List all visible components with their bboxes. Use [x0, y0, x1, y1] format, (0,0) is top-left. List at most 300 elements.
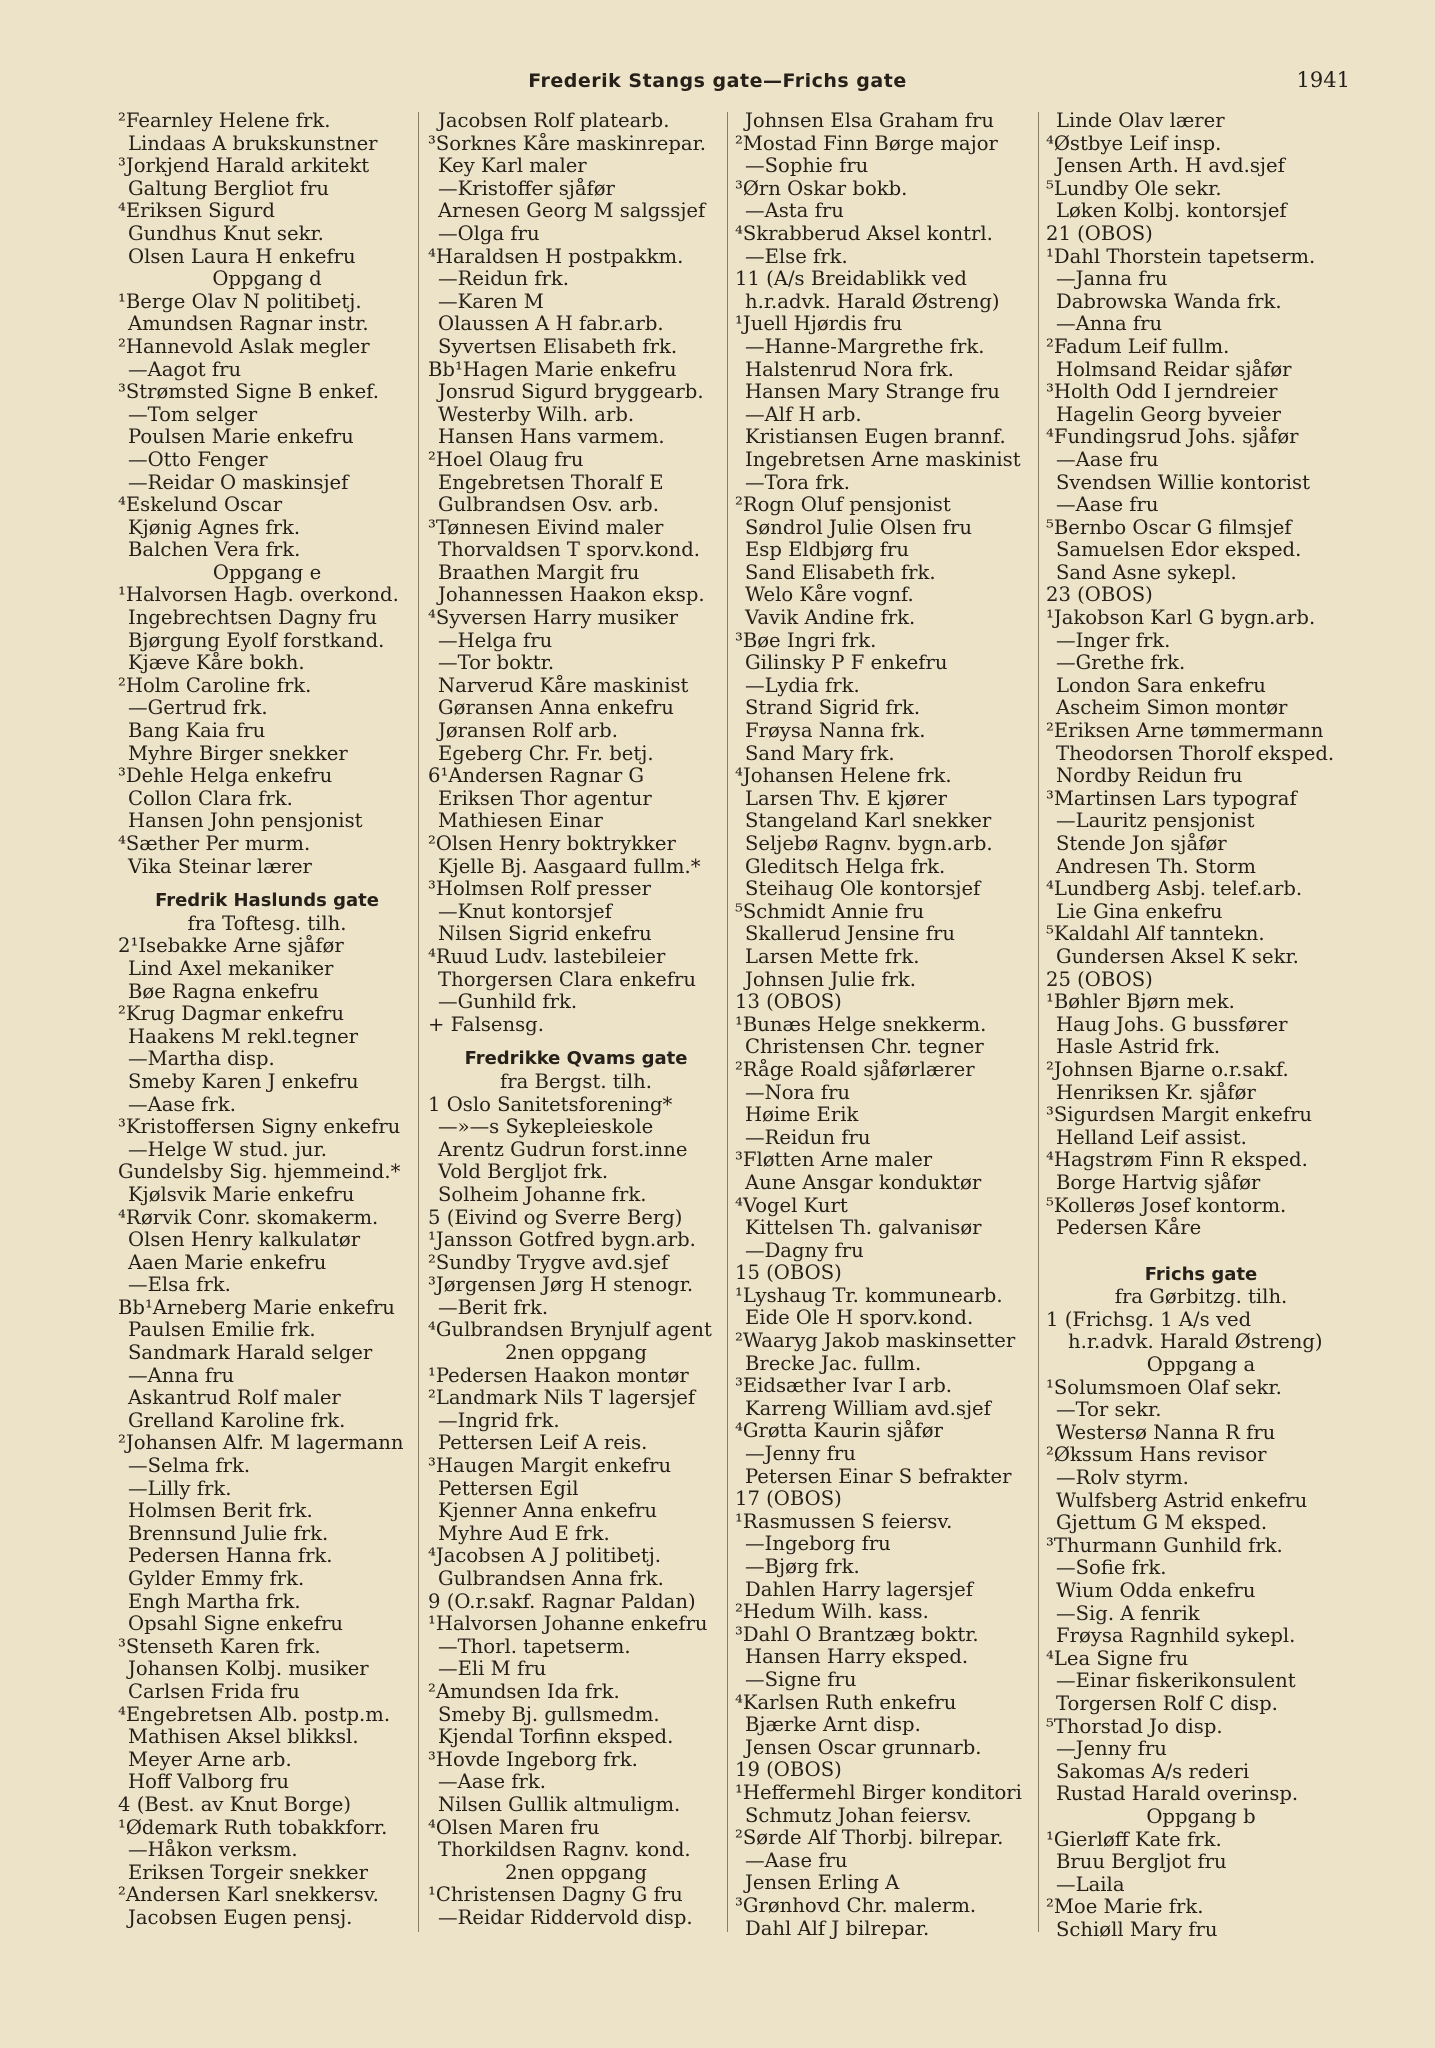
entry-line: ⁴Lundberg Asbj. telef.arb. [1046, 878, 1303, 901]
entry-line: Dahlen Harry lagersjef [745, 1578, 973, 1601]
entry-line: ⁴Østbye Leif insp. [1046, 132, 1222, 155]
entry-line: ⁵Kaldahl Alf tanntekn. [1046, 923, 1265, 946]
entry-line: Askantrud Rolf maler [128, 1387, 341, 1410]
entry-line: Helland Leif assist. [1056, 1126, 1247, 1149]
entry-line: Vika Steinar lærer [128, 855, 312, 878]
entry-line: —Rolv styrm. [1056, 1467, 1189, 1490]
entry-line: —Elsa frk. [128, 1274, 231, 1297]
entry-line: Arnesen Georg M salgssjef [438, 200, 706, 223]
section-subheading: Oppgang e [212, 561, 322, 584]
entry-line: Hansen Harry eksped. [745, 1646, 969, 1669]
entry-line: ³Haugen Margit enkefru [428, 1455, 672, 1478]
entry-line: Galtung Bergliot fru [128, 177, 330, 200]
entry-line: Gylder Emmy frk. [128, 1568, 305, 1590]
entry-line: 13 (OBOS) [735, 991, 842, 1014]
entry-line: —Reidun frk. [438, 268, 569, 291]
entry-line: Lindaas A brukskunstner [128, 132, 378, 155]
entry-line: ³Thurmann Gunhild frk. [1046, 1534, 1283, 1557]
entry-line: ¹Berge Olav N politibetj. [118, 290, 362, 313]
entry-line: Jensen Arth. H avd.sjef [1056, 155, 1285, 178]
entry-line: —Aagot fru [128, 358, 242, 381]
entry-line: —Aase fru [745, 1849, 848, 1872]
section-subheading: Oppgang a [1146, 1354, 1256, 1377]
entry-line: Kristiansen Eugen brannf. [745, 426, 1006, 449]
entry-line: Holmsen Berit frk. [128, 1500, 313, 1523]
entry-line: ³Dahl O Brantzæg boktr. [735, 1623, 979, 1646]
entry-line: ¹Juell Hjørdis fru [735, 313, 903, 336]
entry-line: Søndrol Julie Olsen fru [745, 516, 972, 539]
entry-line: —Alf H arb. [745, 403, 862, 426]
section-subheading: 2nen oppgang [505, 1861, 647, 1884]
entry-line: ²Hoel Olaug fru [428, 448, 584, 471]
entry-line: Johansen Kolbj. musiker [128, 1658, 369, 1681]
entry-line: —Helga fru [438, 629, 553, 652]
entry-line: h.r.advk. Harald Østreng) [745, 290, 1000, 313]
entry-line: 15 (OBOS) [735, 1262, 842, 1285]
entry-line: Høime Erik [745, 1104, 859, 1127]
entry-line: Strand Sigrid frk. [745, 697, 921, 720]
entry-line: Bøe Ragna enkefru [128, 980, 319, 1003]
entry-line: Meyer Arne arb. [128, 1748, 292, 1771]
entry-line: ³Hovde Ingeborg frk. [428, 1748, 638, 1771]
column-3 [735, 110, 1035, 1940]
entry-line: Pedersen Hanna frk. [128, 1545, 333, 1568]
entry-line: —Hanne-Margrethe frk. [745, 335, 985, 358]
entry-line: —Tor boktr. [438, 652, 555, 675]
entry-line: ¹Gierløff Kate frk. [1046, 1828, 1222, 1851]
entry-line: —Sofie frk. [1056, 1557, 1167, 1580]
entry-line: —Reidar O maskinsjef [128, 471, 349, 494]
entry-line: Engebretsen Thoralf E [438, 471, 664, 494]
entry-line: ²Sørde Alf Thorbj. bilrepar. [735, 1827, 1004, 1850]
entry-line: Kjønig Agnes frk. [128, 516, 301, 539]
entry-line: 6¹Andersen Ragnar G [428, 765, 645, 788]
entry-line: —Otto Fenger [128, 448, 268, 471]
column-rule [1038, 112, 1039, 1932]
entry-line: ⁴Sæther Per murm. [118, 833, 311, 855]
entry-line: ⁴Olsen Maren fru [428, 1816, 600, 1839]
entry-line: Hasle Astrid frk. [1056, 1036, 1221, 1059]
entry-line: —Sig. A fenrik [1056, 1602, 1200, 1625]
entry-line: —Laila [1056, 1873, 1125, 1896]
entry-line: ³Martinsen Lars typograf [1046, 787, 1297, 810]
entry-line: —Inger frk. [1056, 629, 1171, 652]
entry-line: —»—s Sykepleieskole [438, 1116, 654, 1139]
entry-line: —Grethe frk. [1056, 652, 1186, 675]
entry-line: ⁴Syversen Harry musiker [428, 607, 679, 630]
entry-line: Borge Hartvig sjåfør [1056, 1171, 1261, 1194]
entry-line: Gulbrandsen Osv. arb. [438, 494, 659, 517]
entry-line: ³Stenseth Karen frk. [118, 1635, 321, 1658]
entry-line: ²Råge Roald sjåførlærer [735, 1058, 975, 1081]
entry-line: Engh Martha frk. [128, 1590, 301, 1613]
entry-line: Hansen John pensjonist [128, 810, 363, 833]
entry-line: Paulsen Emilie frk. [128, 1319, 316, 1342]
entry-line: Christensen Chr. tegner [745, 1036, 984, 1059]
section-subheading: fra Bergst. tilh. [499, 1070, 653, 1093]
entry-line: ⁴Ruud Ludv. lastebileier [428, 945, 666, 968]
entry-line: ²Hedum Wilh. kass. [735, 1601, 929, 1624]
entry-line: Haug Johs. G bussfører [1056, 1013, 1288, 1036]
entry-line: Kjendal Torfinn eksped. [438, 1726, 674, 1749]
entry-line: 25 (OBOS) [1046, 968, 1153, 991]
entry-line: 23 (OBOS) [1046, 584, 1153, 607]
entry-line: Frøysa Nanna frk. [745, 720, 926, 743]
entry-line: Balchen Vera frk. [128, 539, 301, 562]
entry-line: Mathiesen Einar [438, 810, 603, 833]
entry-line: ¹Heffermehl Birger konditori [735, 1781, 1022, 1804]
entry-line: ⁴Eriksen Sigurd [118, 200, 275, 223]
column-rule [727, 112, 728, 1932]
entry-line: Poulsen Marie enkefru [128, 426, 354, 449]
entry-line: —Lilly frk. [128, 1477, 232, 1500]
entry-line: ¹Halvorsen Hagb. overkond. [118, 584, 399, 607]
entry-line: Johnsen Elsa Graham fru [745, 110, 994, 132]
entry-line: ⁴Gulbrandsen Brynjulf agent [428, 1319, 712, 1342]
entry-line: Dabrowska Wanda frk. [1056, 290, 1282, 313]
entry-line: —Einar fiskerikonsulent [1056, 1670, 1296, 1693]
entry-line: Arentz Gudrun forst.inne [438, 1138, 688, 1161]
entry-line: ³Sorknes Kåre maskinrepar. [428, 132, 707, 155]
entry-line: Eriksen Torgeir snekker [128, 1861, 368, 1884]
entry-line: Hansen Hans varmem. [438, 426, 665, 449]
entry-line: Bjørgung Eyolf forstkand. [128, 629, 385, 652]
entry-line: ²Mostad Finn Børge major [735, 132, 998, 155]
entry-line: —Janna fru [1056, 268, 1168, 291]
entry-line: —Helge W stud. jur. [128, 1138, 327, 1161]
entry-line: ¹Bunæs Helge snekkerm. [735, 1013, 987, 1036]
entry-line: Linde Olav lærer [1056, 110, 1225, 132]
entry-line: Brecke Jac. fullm. [745, 1352, 922, 1375]
entry-line: Rustad Harald overinsp. [1056, 1783, 1299, 1806]
entry-line: Løken Kolbj. kontorsjef [1056, 200, 1287, 223]
entry-line: Henriksen Kr. sjåfør [1056, 1081, 1256, 1104]
entry-line: ²Krug Dagmar enkefru [118, 1003, 344, 1026]
entry-line: Ascheim Simon montør [1056, 697, 1288, 720]
entry-line: Schiøll Mary fru [1056, 1918, 1218, 1941]
entry-line: Egeberg Chr. Fr. betj. [438, 742, 654, 765]
section-subheading: 2nen oppgang [505, 1342, 647, 1365]
entry-line: ⁴Hagstrøm Finn R eksped. [1046, 1149, 1308, 1172]
entry-line: Thorvaldsen T sporv.kond. [438, 539, 700, 562]
entry-line: —Signe fru [745, 1668, 857, 1691]
entry-line: Karreng William avd.sjef [745, 1397, 991, 1420]
entry-line: Ingebrechtsen Dagny fru [128, 607, 378, 630]
entry-line: Sakomas A/s rederi [1056, 1760, 1250, 1783]
entry-line: Narverud Kåre maskinist [438, 674, 689, 697]
entry-line: —Martha disp. [128, 1048, 275, 1071]
entry-line: —Selma frk. [128, 1455, 251, 1478]
entry-line: Haakens M rekl.tegner [128, 1025, 359, 1048]
street-heading: Frichs gate [1144, 1263, 1258, 1285]
entry-line: —Else frk. [745, 245, 848, 268]
entry-line: ¹Pedersen Haakon montør [428, 1364, 689, 1387]
entry-line: Torgersen Rolf C disp. [1056, 1692, 1278, 1715]
entry-line: Andresen Th. Storm [1056, 855, 1256, 878]
entry-line: Johnsen Julie frk. [745, 968, 916, 991]
entry-line: Smeby Karen J enkefru [128, 1070, 359, 1093]
entry-line: Gjettum G M eksped. [1056, 1512, 1268, 1535]
entry-line: Brennsund Julie frk. [128, 1522, 329, 1545]
entry-line: Gundersen Aksel K sekr. [1056, 945, 1299, 968]
entry-line: + Falsensg. [428, 1013, 544, 1036]
entry-line: ²Holm Caroline frk. [118, 674, 312, 697]
entry-line: Steihaug Ole kontorsjef [745, 878, 981, 901]
entry-line: —Aase frk. [438, 1771, 547, 1794]
entry-line: ⁴Vogel Kurt [735, 1194, 848, 1217]
entry-line: ¹Halvorsen Johanne enkefru [428, 1613, 708, 1636]
entry-line: Myhre Birger snekker [128, 742, 348, 765]
entry-line: Jøransen Rolf arb. [438, 720, 618, 743]
entry-line: Mathisen Aksel blikksl. [128, 1726, 359, 1749]
street-heading: Fredrikke Qvams gate [464, 1048, 688, 1070]
entry-line: ³Tønnesen Eivind maler [428, 516, 664, 539]
entry-line: Lie Gina enkefru [1056, 900, 1223, 923]
entry-line: Nilsen Sigrid enkefru [438, 923, 652, 946]
entry-line: Bjærke Arnt disp. [745, 1714, 921, 1737]
entry-line: ²Johnsen Bjarne o.r.sakf. [1046, 1058, 1289, 1081]
entry-line: Aune Ansgar konduktør [745, 1171, 982, 1194]
entry-line: Jacobsen Eugen pensj. [128, 1906, 353, 1929]
entry-line: Holmsand Reidar sjåfør [1056, 358, 1292, 381]
entry-line: Skallerud Jensine fru [745, 923, 955, 946]
entry-line: ⁴Lea Signe fru [1046, 1647, 1189, 1670]
entry-line: Kjelle Bj. Aasgaard fullm.* [438, 855, 701, 878]
entry-line: Stangeland Karl snekker [745, 810, 992, 833]
entry-line: Pedersen Kåre [1056, 1217, 1202, 1240]
entry-line: ¹Bøhler Bjørn mek. [1046, 991, 1235, 1014]
entry-line: Thorgersen Clara enkefru [438, 968, 696, 991]
entry-line: ⁴Skrabberud Aksel kontrl. [735, 222, 993, 245]
entry-line: Halstenrud Nora frk. [745, 358, 954, 381]
column-2 [428, 110, 724, 1930]
entry-line: ³Fløtten Arne maler [735, 1149, 933, 1172]
entry-line: —Anna fru [1056, 313, 1163, 336]
entry-line: ²Fadum Leif fullm. [1046, 335, 1230, 358]
entry-line: Vold Bergljot frk. [438, 1161, 609, 1184]
entry-line: ³Ørn Oskar bokb. [735, 177, 908, 200]
entry-line: Grelland Karoline frk. [128, 1409, 346, 1432]
entry-line: Jensen Oscar grunnarb. [745, 1736, 982, 1759]
entry-line: 21 (OBOS) [1046, 222, 1153, 245]
entry-line: Westersø Nanna R fru [1056, 1421, 1276, 1444]
entry-line: ²Landmark Nils T lagersjef [428, 1387, 696, 1410]
entry-line: ²Økssum Hans revisor [1046, 1444, 1267, 1467]
entry-line: Eide Ole H sporv.kond. [745, 1307, 974, 1330]
entry-line: —Anna fru [128, 1364, 235, 1387]
entry-line: 17 (OBOS) [735, 1488, 842, 1511]
column-4 [1046, 110, 1356, 1942]
entry-line: Esp Eldbjørg fru [745, 539, 910, 562]
entry-line: Jacobsen Rolf platearb. [438, 110, 670, 132]
entry-line: 5 (Eivind og Sverre Berg) [428, 1206, 683, 1229]
entry-line: Sand Elisabeth frk. [745, 561, 936, 584]
entry-line: Collon Clara frk. [128, 787, 293, 810]
entry-line: —Knut kontorsjef [438, 900, 612, 923]
street-heading: Fredrik Haslunds gate [155, 890, 379, 912]
entry-line: Amundsen Ragnar instr. [128, 313, 369, 336]
entry-line: Bb¹Arneberg Marie enkefru [118, 1296, 395, 1319]
entry-line: Welo Kåre vognf. [745, 584, 914, 607]
entry-line: 1 (Frichsg. 1 A/s ved [1046, 1308, 1252, 1331]
entry-line: —Kristoffer sjåfør [438, 177, 615, 200]
entry-line: Svendsen Willie kontorist [1056, 471, 1310, 494]
page-header-title: Frederik Stangs gate—Frichs gate [528, 70, 907, 92]
entry-line: Carlsen Frida fru [128, 1680, 300, 1703]
section-subheading: Oppgang d [212, 268, 322, 291]
entry-line: ¹Christensen Dagny G fru [428, 1884, 683, 1907]
entry-line: 9 (O.r.sakf. Ragnar Paldan) [428, 1590, 696, 1613]
entry-line: ²Rogn Oluf pensjonist [735, 494, 951, 517]
entry-line: ²Waaryg Jakob maskinsetter [735, 1330, 1016, 1353]
entry-line: ¹Lyshaug Tr. kommunearb. [735, 1284, 1003, 1307]
entry-line: 2¹Isebakke Arne sjåfør [118, 935, 344, 958]
column-rule [418, 112, 419, 1932]
entry-line: ²Andersen Karl snekkersv. [118, 1884, 379, 1907]
entry-line: Lind Axel mekaniker [128, 957, 334, 980]
entry-line: 1 Oslo Sanitetsforening* [428, 1093, 673, 1116]
entry-line: ⁴Fundingsrud Johs. sjåfør [1046, 426, 1299, 449]
entry-line: Eriksen Thor agentur [438, 787, 652, 810]
entry-line: Gøransen Anna enkefru [438, 697, 674, 720]
entry-line: Smeby Bj. gullsmedm. [438, 1703, 660, 1726]
entry-line: Samuelsen Edor eksped. [1056, 539, 1302, 562]
entry-line: ³Holth Odd I jerndreier [1046, 381, 1278, 404]
entry-line: Pettersen Egil [438, 1477, 579, 1500]
entry-line: ⁵Lundby Ole sekr. [1046, 177, 1222, 200]
entry-line: ¹Jakobson Karl G bygn.arb. [1046, 607, 1316, 630]
entry-line: —Tom selger [128, 403, 258, 426]
entry-line: ³Holmsen Rolf presser [428, 878, 651, 901]
entry-line: —Ingrid frk. [438, 1409, 560, 1432]
entry-line: ³Strømsted Signe B enkef. [118, 381, 379, 404]
entry-line: —Aase frk. [128, 1093, 237, 1116]
entry-line: Hagelin Georg byveier [1056, 403, 1281, 426]
entry-line: Bruu Bergljot fru [1056, 1851, 1227, 1874]
entry-line: ¹Ødemark Ruth tobakkforr. [118, 1816, 388, 1839]
entry-line: ²Moe Marie frk. [1046, 1896, 1204, 1919]
entry-line: h.r.advk. Harald Østreng) [1068, 1331, 1323, 1354]
entry-line: —Reidun fru [745, 1126, 871, 1149]
entry-line: —Berit frk. [438, 1296, 549, 1319]
entry-line: ⁴Eskelund Oscar [118, 494, 283, 517]
entry-line: —Tora frk. [745, 471, 850, 494]
entry-line: —Lydia frk. [745, 674, 860, 697]
entry-line: Olaussen A H fabr.arb. [438, 313, 664, 336]
entry-line: ³Bøe Ingri frk. [735, 629, 877, 652]
entry-line: ²Olsen Henry boktrykker [428, 833, 676, 855]
entry-line: Syvertsen Elisabeth frk. [438, 335, 678, 358]
entry-line: —Håkon verksm. [128, 1839, 298, 1862]
entry-line: Pettersen Leif A reis. [438, 1432, 648, 1455]
entry-line: 11 (A/s Breidablikk ved [735, 268, 967, 291]
entry-line: ⁴Karlsen Ruth enkefru [735, 1691, 957, 1714]
entry-line: Theodorsen Thorolf eksped. [1056, 742, 1335, 765]
entry-line: ³Kristoffersen Signy enkefru [118, 1116, 401, 1139]
page-number: 1941 [1296, 68, 1350, 92]
entry-line: Olsen Laura H enkefru [128, 245, 356, 268]
entry-line: —Karen M [438, 290, 544, 313]
entry-line: Johannessen Haakon eksp. [438, 584, 705, 607]
entry-line: ³Eidsæther Ivar I arb. [735, 1375, 952, 1398]
entry-line: ³Sigurdsen Margit enkefru [1046, 1104, 1313, 1127]
entry-line: ³Jørgensen Jørg H stenogr. [428, 1274, 694, 1297]
entry-line: Hansen Mary Strange fru [745, 381, 1000, 404]
entry-line: —Lauritz pensjonist [1056, 810, 1255, 833]
entry-line: Thorkildsen Ragnv. kond. [438, 1839, 691, 1862]
entry-line: ²Hannevold Aslak megler [118, 335, 370, 358]
entry-line: 4 (Best. av Knut Borge) [118, 1793, 352, 1816]
entry-line: ²Amundsen Ida frk. [428, 1680, 620, 1703]
entry-line: Seljebø Ragnv. bygn.arb. [745, 833, 993, 855]
entry-line: Bang Kaia fru [128, 720, 266, 743]
entry-line: Kjæve Kåre bokh. [128, 652, 305, 675]
entry-line: ³Grønhovd Chr. malerm. [735, 1894, 977, 1917]
entry-line: Braathen Margit fru [438, 561, 640, 584]
entry-line: ⁵Schmidt Annie fru [735, 900, 925, 923]
entry-line: —Ingeborg fru [745, 1533, 891, 1556]
entry-line: Westerby Wilh. arb. [438, 403, 635, 426]
entry-line: Frøysa Ragnhild sykepl. [1056, 1625, 1296, 1648]
entry-line: Nordby Reidun fru [1056, 765, 1243, 788]
section-subheading: fra Gørbitzg. tilh. [1114, 1286, 1288, 1309]
entry-line: ⁵Kollerøs Josef kontorm. [1046, 1194, 1287, 1217]
entry-line: Hoff Valborg fru [128, 1771, 290, 1794]
entry-line: —Gunhild frk. [438, 991, 578, 1014]
entry-line: Kjølsvik Marie enkefru [128, 1183, 355, 1206]
entry-line: Jensen Erling A [745, 1872, 900, 1895]
entry-line: —Eli M fru [438, 1658, 547, 1681]
entry-line: ⁴Johansen Helene frk. [735, 765, 952, 788]
entry-line: Nilsen Gullik altmuligm. [438, 1793, 681, 1816]
entry-line: ²Sundby Trygve avd.sjef [428, 1251, 669, 1274]
entry-line: Aaen Marie enkefru [128, 1251, 327, 1274]
entry-line: Kittelsen Th. galvanisør [745, 1217, 982, 1240]
entry-line: Bb¹Hagen Marie enkefru [428, 358, 677, 381]
entry-line: ¹Solumsmoen Olaf sekr. [1046, 1376, 1282, 1399]
entry-line: ⁴Haraldsen H postpakkm. [428, 245, 684, 268]
entry-line: Dahl Alf J bilrepar. [745, 1917, 930, 1940]
entry-line: —Gertrud frk. [128, 697, 268, 720]
section-subheading: fra Toftesg. tilh. [187, 912, 347, 935]
entry-line: Schmutz Johan feiersv. [745, 1804, 972, 1827]
entry-line: —Olga fru [438, 222, 540, 245]
entry-line: Olsen Henry kalkulatør [128, 1229, 361, 1252]
entry-line: ¹Rasmussen S feiersv. [735, 1510, 953, 1533]
entry-line: Solheim Johanne frk. [438, 1183, 647, 1206]
entry-line: Sand Asne sykepl. [1056, 561, 1237, 584]
entry-line: —Aase fru [1056, 494, 1159, 517]
entry-line: Wium Odda enkefru [1056, 1580, 1256, 1602]
entry-line: ⁴Jacobsen A J politibetj. [428, 1545, 661, 1568]
entry-line: —Dagny fru [745, 1239, 864, 1262]
entry-line: ¹Dahl Thorstein tapetserm. [1046, 245, 1316, 268]
entry-line: Key Karl maler [438, 155, 587, 178]
spacer [1046, 1240, 1356, 1252]
entry-line: Gundelsby Sig. hjemmeind.* [118, 1161, 401, 1184]
entry-line: —Tor sekr. [1056, 1399, 1162, 1422]
column-1 [118, 110, 416, 1930]
entry-line: ³Jorkjend Harald arkitekt [118, 155, 370, 178]
entry-line: —Asta fru [745, 200, 844, 223]
entry-line: Petersen Einar S befrakter [745, 1465, 1012, 1488]
entry-line: Ingebretsen Arne maskinist [745, 448, 1021, 471]
entry-line: ⁴Grøtta Kaurin sjåfør [735, 1420, 943, 1443]
entry-line: Opsahl Signe enkefru [128, 1613, 344, 1636]
entry-line: ³Dehle Helga enkefru [118, 765, 333, 788]
entry-line: ⁵Bernbo Oscar G filmsjef [1046, 516, 1292, 539]
entry-line: Jonsrud Sigurd bryggearb. [438, 381, 704, 404]
